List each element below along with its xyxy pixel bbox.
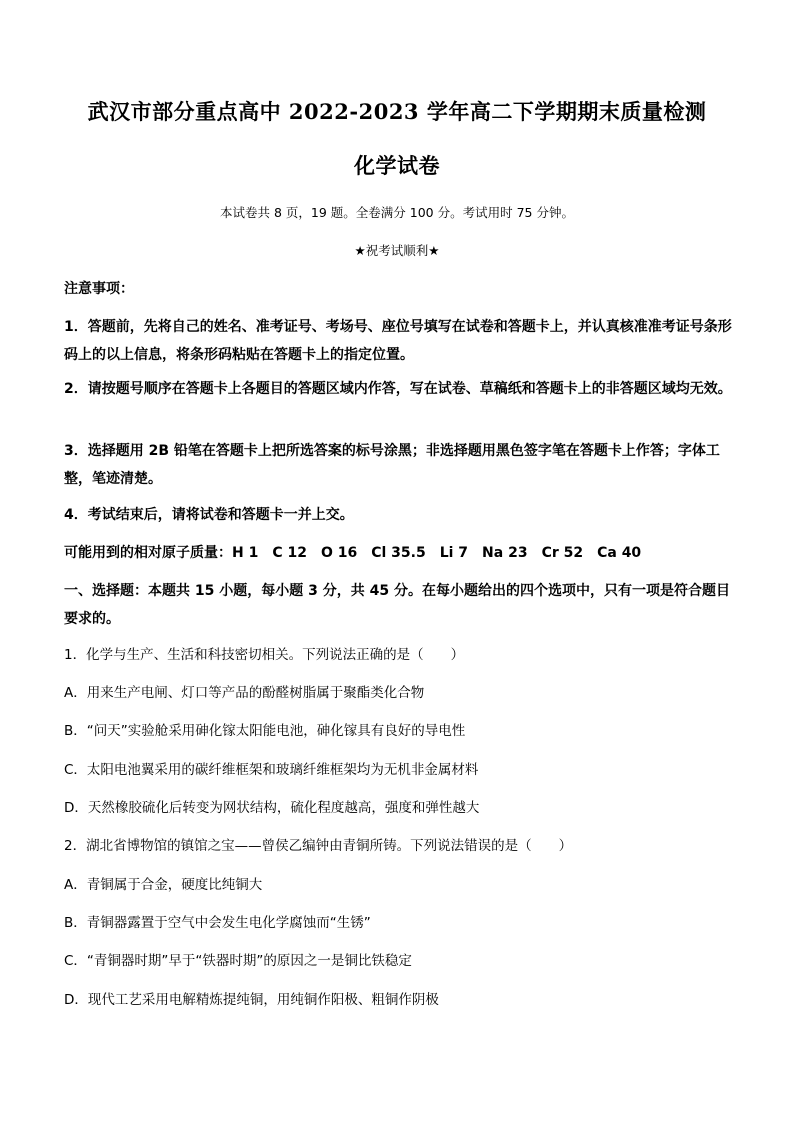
- exam-wish: ★祝考试顺利★: [354, 243, 440, 258]
- atomic-mass-line: 可能用到的相对原子质量：H 1 C 12 O 16 Cl 35.5 Li 7 Na 23 Cr 52 Ca 40: [64, 545, 642, 561]
- question-stem: 2．湖北省博物馆的镇馆之宝——曾侯乙编钟由青铜所铸。下列说法错误的是（ ）: [64, 838, 573, 854]
- notice-item: 2．请按题号顺序在答题卡上各题目的答题区域内作答，写在试卷、草稿纸和答题卡上的非答题区域均无效。: [64, 381, 732, 397]
- section-heading: 一、选择题：本题共 15 小题，每小题 3 分，共 45 分。在每小题给出的四个选项中，只有一项是符合题目要求的。: [64, 583, 730, 627]
- page-title: 武汉市部分重点高中 2022-2023 学年高二下学期期末质量检测: [87, 99, 707, 124]
- page-subtitle: 化学试卷: [354, 153, 440, 178]
- exam-info: 本试卷共 8 页，19 题。全卷满分 100 分。考试用时 75 分钟。: [220, 205, 574, 220]
- question-option: C．太阳电池翼采用的碳纤维框架和玻璃纤维框架均为无机非金属材料: [64, 762, 479, 778]
- notice-item: 4．考试结束后，请将试卷和答题卡一并上交。: [64, 507, 354, 523]
- question-option: A．青铜属于合金，硬度比纯铜大: [64, 877, 263, 893]
- notice-item: 1．答题前，先将自己的姓名、准考证号、考场号、座位号填写在试卷和答题卡上，并认真核准准考证号条形码上的以上信息，将条形码粘贴在答题卡上的指定位置。: [64, 319, 732, 363]
- question-option: B．“问天”实验舱采用砷化镓太阳能电池，砷化镓具有良好的导电性: [64, 723, 466, 739]
- question-stem: 1．化学与生产、生活和科技密切相关。下列说法正确的是（ ）: [64, 647, 465, 663]
- question-option: A．用来生产电闸、灯口等产品的酚醛树脂属于聚酯类化合物: [64, 685, 425, 701]
- notice-heading: 注意事项：: [64, 281, 134, 297]
- question-option: D．天然橡胶硫化后转变为网状结构，硫化程度越高，强度和弹性越大: [64, 800, 480, 816]
- question-option: C．“青铜器时期”早于“铁器时期”的原因之一是铜比铁稳定: [64, 953, 412, 969]
- notice-item: 3．选择题用 2B 铅笔在答题卡上把所选答案的标号涂黑；非选择题用黑色签字笔在答题卡上作答；字体工整，笔迹清楚。: [64, 443, 720, 487]
- question-option: D．现代工艺采用电解精炼提纯铜，用纯铜作阳极、粗铜作阴极: [64, 992, 439, 1008]
- question-option: B．青铜器露置于空气中会发生电化学腐蚀而“生锈”: [64, 915, 371, 931]
